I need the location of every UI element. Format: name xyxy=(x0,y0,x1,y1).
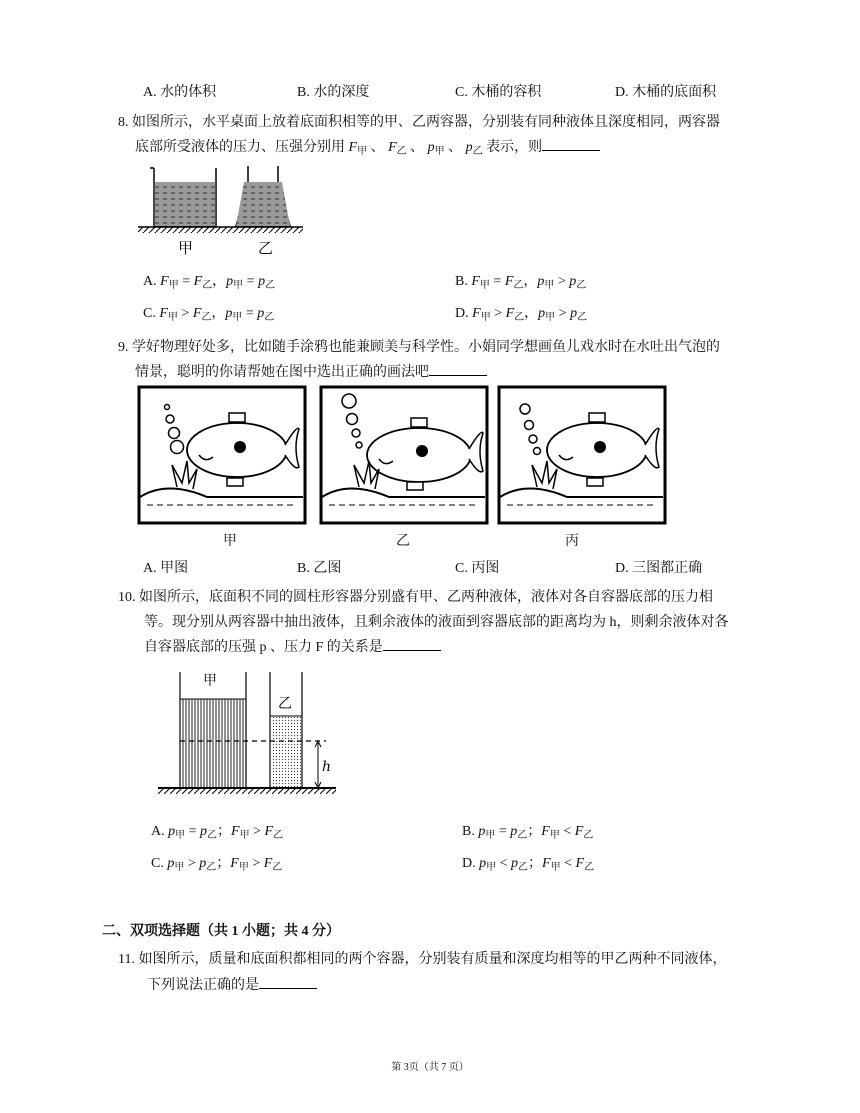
q7-option-d: D. 木桶的底面积 xyxy=(615,85,717,100)
q8-option-a: A. $F_甲 = F_乙$，$p_甲 = p_乙$ xyxy=(143,274,276,291)
q10-stem-line2: 等。现分别从两容器中抽出液体，且剩余液体的液面到容器底部的距离均为 h，则剩余液体对各 xyxy=(144,615,729,630)
q8-fig-label-yi: 乙 xyxy=(258,239,274,257)
q9-option-b: B. 乙图 xyxy=(297,561,342,576)
q8-option-c: C. $F_甲 > F_乙$，$p_甲 = p_乙$ xyxy=(143,306,275,323)
q7-option-c: C. 木桶的容积 xyxy=(455,85,542,100)
q8-stem-post: 表示，则 xyxy=(486,140,543,155)
q8-figure xyxy=(138,160,308,260)
q9-option-d: D. 三图都正确 xyxy=(615,561,703,576)
q10-stem-line1: 10. 如图所示，底面积不同的圆柱形容器分别盛有甲、乙两种液体，液体对各自容器底部的压力相 xyxy=(118,590,713,605)
q8-fig-label-jia: 甲 xyxy=(178,239,194,257)
q10-option-d: D. $p_甲 < p_乙$；$F_甲 < F_乙$ xyxy=(462,856,595,873)
q11-stem-line2: 下列说法正确的是 xyxy=(147,974,317,994)
q7-option-b: B. 水的深度 xyxy=(297,85,370,100)
q8-option-b: B. $F_甲 = F_乙$，$p_甲 > p_乙$ xyxy=(455,274,587,291)
q11-stem-line1: 11. 如图所示，质量和底面积都相同的两个容器，分别装有质量和深度均相等的甲乙两种不同液体， xyxy=(118,952,727,967)
q10-fig-label-h: h xyxy=(322,759,332,775)
q11-answer-blank xyxy=(259,974,317,989)
q9-option-a: A. 甲图 xyxy=(143,561,189,576)
q9-caption-bing: 丙 xyxy=(565,534,579,549)
q7-option-a: A. 水的体积 xyxy=(143,85,217,100)
fish-panel-yi xyxy=(321,387,487,523)
page-footer: 第 3页（共 7 页） xyxy=(391,1062,469,1073)
q8-stem-line2: 底部所受液体的压力、压强分别用 $F_甲$ 、 $F_乙$ 、 $p_甲$ 、 $p_乙$ 表示，则 xyxy=(135,136,600,157)
section-2-title: 二、双项选择题（共 1 小题；共 4 分） xyxy=(102,924,340,939)
q10-option-b: B. $p_甲 = p_乙$；$F_甲 < F_乙$ xyxy=(462,824,594,841)
q10-fig-label-jia: 甲 xyxy=(203,673,217,689)
q10-fig-label-yi: 乙 xyxy=(278,696,292,712)
q8-answer-blank xyxy=(542,136,600,151)
q9-answer-blank xyxy=(429,361,487,376)
q10-figure xyxy=(158,668,338,800)
q10-option-c: C. $p_甲 > p_乙$；$F_甲 > F_乙$ xyxy=(151,856,283,873)
q8-stem-pre: 底部所受液体的压力、压强分别用 xyxy=(135,140,345,155)
fish-panel-jia xyxy=(139,387,305,523)
fish-panel-bing xyxy=(499,387,665,523)
q10-option-a: A. $p_甲 = p_乙$；$F_甲 > F_乙$ xyxy=(151,824,284,841)
q10-stem-line3: 自容器底部的压强 p 、压力 F 的关系是 xyxy=(144,636,441,656)
q9-stem-line1: 9. 学好物理好处多，比如随手涂鸦也能兼顾美与科学性。小娟同学想画鱼儿戏水时在水吐出气泡的 xyxy=(118,340,720,355)
q9-stem-line2: 情景，聪明的你请帮她在图中选出正确的画法吧 xyxy=(135,361,487,381)
q10-answer-blank xyxy=(383,636,441,651)
q9-option-c: C. 丙图 xyxy=(455,561,500,576)
q9-caption-jia: 甲 xyxy=(223,534,237,549)
q8-option-d: D. $F_甲 > F_乙$，$p_甲 > p_乙$ xyxy=(455,306,588,323)
q9-figure xyxy=(137,385,677,525)
q8-stem-line1: 8. 如图所示，水平桌面上放着底面积相等的甲、乙两容器，分别装有同种液体且深度相同，两容器 xyxy=(118,115,720,130)
q9-caption-yi: 乙 xyxy=(396,534,410,549)
